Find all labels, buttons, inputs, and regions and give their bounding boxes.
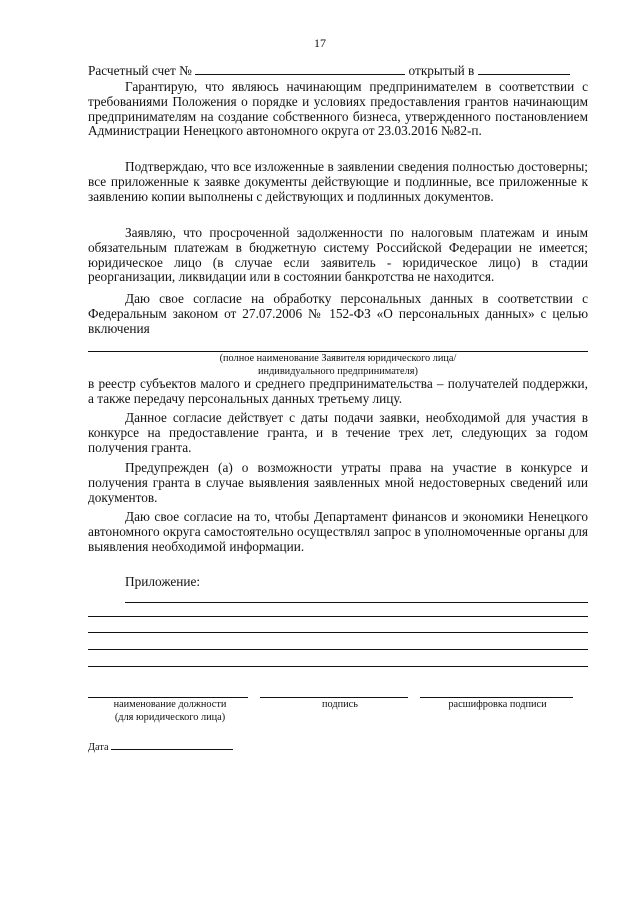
applicant-caption (88, 353, 588, 378)
date-field[interactable] (111, 740, 233, 750)
applicant-name-field[interactable] (88, 351, 588, 352)
attachment-line-1[interactable] (125, 602, 588, 603)
applicant-caption-line1: (полное наименование Заявителя юридического лица/ (219, 353, 457, 364)
validity-paragraph: Данное согласие действует с даты подачи заявки, необходимой для участия в конкурсе на предоставление гранта, и в течение трех лет, следующих за годом получения гранта. (88, 410, 588, 455)
position-signature-line[interactable] (88, 697, 248, 698)
attachment-line-4[interactable] (88, 649, 588, 650)
applicant-caption-line2: индивидуального предпринимателя) (258, 365, 418, 377)
position-label: наименование должности (113, 699, 227, 710)
attachment-line-3[interactable] (88, 632, 588, 633)
page-number: 17 (314, 36, 326, 50)
consent-paragraph: Даю свое согласие на обработку персональных данных в соответствии с Федеральным законом от 27.07.2006 № 152-ФЗ «О персональных данных» с целью включения (88, 291, 588, 336)
warning-paragraph: Предупрежден (а) о возможности утраты права на участие в конкурсе и получения гранта в случае выявления заявленных мной недостоверных сведений или документов. (88, 460, 588, 505)
opened-label: открытый в (408, 63, 475, 78)
registry-paragraph: в реестр субъектов малого и среднего предпринимательства – получателей поддержки, а также передачу персональных данных третьему лицу. (88, 376, 588, 406)
bank-name-field[interactable] (478, 63, 570, 75)
guarantee-paragraph: Гарантирую, что являюсь начинающим предпринимателем в соответствии с требованиями Положения о порядке и условиях предоставления грантов начинающим предпринимателям на создание собственного бизнеса, утвержденного постановлением Администрации Ненецкого автономного округа от 23.03.2016 №82-п. (88, 79, 588, 139)
attachment-line-2[interactable] (88, 616, 588, 617)
account-label: Расчетный счет № (88, 63, 192, 78)
date-label: Дата (88, 742, 109, 753)
position-label-block (100, 699, 240, 724)
declaration-paragraph: Заявляю, что просроченной задолженности по налоговым платежам и иным обязательным платежам в бюджетную систему Российской Федерации не имеется; юридическое лицо (в случае если заявитель - юридическое лицо) в стадии реорганизации, ликвидации или в состоянии банкротства не находится. (88, 225, 588, 285)
decode-label: расшифровка подписи (448, 699, 547, 710)
date-line (88, 740, 233, 753)
sign-label: подпись (322, 699, 358, 710)
attachment-label: Приложение: (125, 574, 201, 589)
position-note: (для юридического лица) (114, 711, 226, 723)
confirmation-paragraph: Подтверждаю, что все изложенные в заявлении сведения полностью достоверны; все приложенные к заявке документы действующие и подлинные, все приложенные к заявлению копии выполнены с действующих и подлинных документов. (88, 159, 588, 204)
account-number-field[interactable] (195, 63, 405, 75)
request-consent-paragraph: Даю свое согласие на то, чтобы Департамент финансов и экономики Ненецкого автономного округа самостоятельно осуществлял запрос в уполномоченные органы для выявления необходимой информации. (88, 509, 588, 554)
decode-signature-line[interactable] (420, 697, 573, 698)
sign-signature-line[interactable] (260, 697, 408, 698)
attachment-line-5[interactable] (88, 666, 588, 667)
account-line (88, 63, 588, 79)
